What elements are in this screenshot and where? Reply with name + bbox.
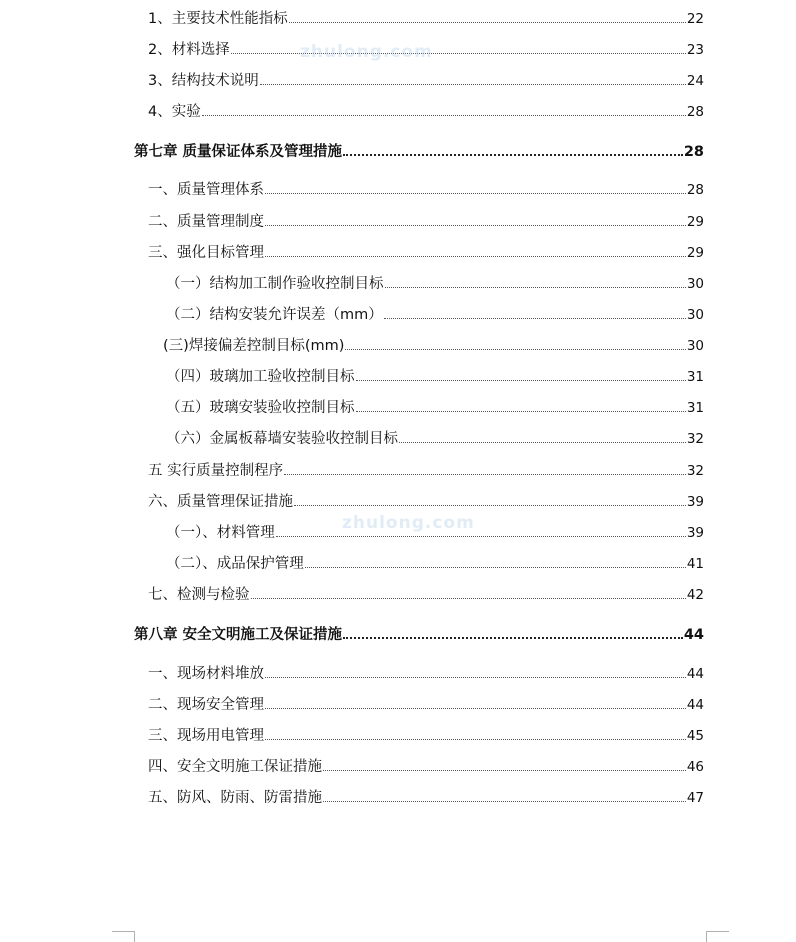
toc-entry[interactable] — [148, 180, 704, 200]
toc-entry[interactable] — [148, 212, 704, 232]
toc-entry-label: 七、检测与检验 — [148, 587, 250, 603]
toc-leader-dots — [231, 53, 686, 54]
toc-subentry[interactable] — [166, 305, 704, 325]
toc-chapter-label: 第七章 质量保证体系及管理措施 — [134, 144, 343, 160]
toc-entry-page: 46 — [686, 759, 704, 775]
toc-entry-page: 29 — [686, 214, 704, 230]
toc-entry-page: 31 — [686, 400, 704, 416]
toc-entry-label: 2、材料选择 — [148, 42, 230, 58]
toc-entry-label: (三)焊接偏差控制目标(mm) — [163, 338, 345, 354]
toc-entry-page: 32 — [686, 431, 704, 447]
toc-entry-page: 31 — [686, 369, 704, 385]
toc-entry-page: 29 — [686, 245, 704, 261]
toc-subentry[interactable] — [163, 336, 704, 356]
toc-leader-dots — [385, 287, 686, 288]
toc-chapter-entry[interactable] — [134, 142, 704, 162]
toc-leader-dots — [265, 193, 686, 194]
toc-leader-dots — [202, 115, 686, 116]
toc-entry-page: 28 — [686, 104, 704, 120]
toc-entry-page: 44 — [686, 697, 704, 713]
toc-leader-dots — [260, 84, 686, 85]
toc-entry-page: 24 — [686, 73, 704, 89]
toc-leader-dots — [343, 637, 683, 639]
toc-entry-page: 30 — [686, 338, 704, 354]
toc-leader-dots — [323, 770, 686, 771]
toc-entry[interactable] — [148, 243, 704, 263]
page-corner-mark — [112, 931, 135, 942]
toc-leader-dots — [399, 442, 686, 443]
toc-entry[interactable] — [148, 695, 704, 715]
toc-entry-label: 1、主要技术性能指标 — [148, 11, 288, 27]
toc-entry-label: 4、实验 — [148, 104, 201, 120]
toc-entry-label: （六）金属板幕墙安装验收控制目标 — [166, 431, 398, 447]
toc-leader-dots — [294, 505, 686, 506]
toc-leader-dots — [265, 225, 686, 226]
toc-entry-label: （一）、材料管理 — [166, 525, 275, 541]
toc-entry-label: 六、质量管理保证措施 — [148, 494, 293, 510]
toc-chapter-page: 44 — [683, 627, 704, 643]
toc-leader-dots — [251, 598, 686, 599]
toc-entry-page: 22 — [686, 11, 704, 27]
toc-leader-dots — [265, 677, 686, 678]
toc-subentry[interactable] — [166, 367, 704, 387]
toc-entry-page: 44 — [686, 666, 704, 682]
toc-subentry[interactable] — [166, 429, 704, 449]
toc-chapter-page: 28 — [683, 144, 704, 160]
toc-leader-dots — [323, 801, 686, 802]
toc-entry-page: 39 — [686, 525, 704, 541]
toc-subentry[interactable] — [166, 554, 704, 574]
toc-entry-label: 一、质量管理体系 — [148, 182, 264, 198]
toc-entry[interactable] — [148, 461, 704, 481]
toc-entry-label: （一）结构加工制作验收控制目标 — [166, 276, 384, 292]
page-corner-mark — [706, 931, 729, 942]
toc-entry-label: 四、安全文明施工保证措施 — [148, 759, 322, 775]
toc-entry-label: 三、现场用电管理 — [148, 728, 264, 744]
toc-entry[interactable] — [148, 664, 704, 684]
toc-entry-label: 五、防风、防雨、防雷措施 — [148, 790, 322, 806]
toc-entry-page: 45 — [686, 728, 704, 744]
toc-entry-label: 五 实行质量控制程序 — [148, 463, 284, 479]
toc-subentry[interactable] — [166, 398, 704, 418]
watermark: zhulong.com — [342, 513, 475, 533]
toc-chapter-entry[interactable] — [134, 625, 704, 645]
toc-entry-label: 二、质量管理制度 — [148, 214, 264, 230]
toc-entry[interactable] — [148, 788, 704, 808]
toc-entry-page: 30 — [686, 307, 704, 323]
toc-entry-page: 47 — [686, 790, 704, 806]
toc-entry-page: 23 — [686, 42, 704, 58]
toc-entry-page: 32 — [686, 463, 704, 479]
toc-entry-label: 三、强化目标管理 — [148, 245, 264, 261]
toc-entry[interactable] — [148, 102, 704, 122]
toc-entry-page: 28 — [686, 182, 704, 198]
toc-entry[interactable] — [148, 757, 704, 777]
toc-chapter-label: 第八章 安全文明施工及保证措施 — [134, 627, 343, 643]
toc-entry-label: （二）结构安装允许误差（mm） — [166, 307, 383, 323]
toc-entry-page: 42 — [686, 587, 704, 603]
toc-leader-dots — [289, 22, 686, 23]
toc-entry[interactable] — [148, 9, 704, 29]
toc-leader-dots — [305, 567, 686, 568]
toc-leader-dots — [265, 708, 686, 709]
toc-subentry[interactable] — [166, 274, 704, 294]
toc-entry-label: 3、结构技术说明 — [148, 73, 259, 89]
toc-leader-dots — [356, 411, 686, 412]
toc-entry-page: 30 — [686, 276, 704, 292]
toc-entry[interactable] — [148, 585, 704, 605]
toc-entry-page: 41 — [686, 556, 704, 572]
toc-entry-label: 二、现场安全管理 — [148, 697, 264, 713]
toc-leader-dots — [265, 256, 686, 257]
toc-leader-dots — [276, 536, 686, 537]
toc-entry-page: 39 — [686, 494, 704, 510]
toc-leader-dots — [265, 739, 686, 740]
toc-entry[interactable] — [148, 492, 704, 512]
toc-leader-dots — [345, 349, 685, 350]
toc-leader-dots — [343, 154, 683, 156]
toc-leader-dots — [384, 318, 686, 319]
toc-entry-label: （四）玻璃加工验收控制目标 — [166, 369, 355, 385]
toc-entry-label: （二）、成品保护管理 — [166, 556, 304, 572]
toc-entry-label: （五）玻璃安装验收控制目标 — [166, 400, 355, 416]
toc-leader-dots — [284, 474, 686, 475]
toc-leader-dots — [356, 380, 686, 381]
toc-entry-label: 一、现场材料堆放 — [148, 666, 264, 682]
watermark: zhulong.com — [300, 42, 433, 62]
toc-entry[interactable] — [148, 71, 704, 91]
toc-entry[interactable] — [148, 726, 704, 746]
